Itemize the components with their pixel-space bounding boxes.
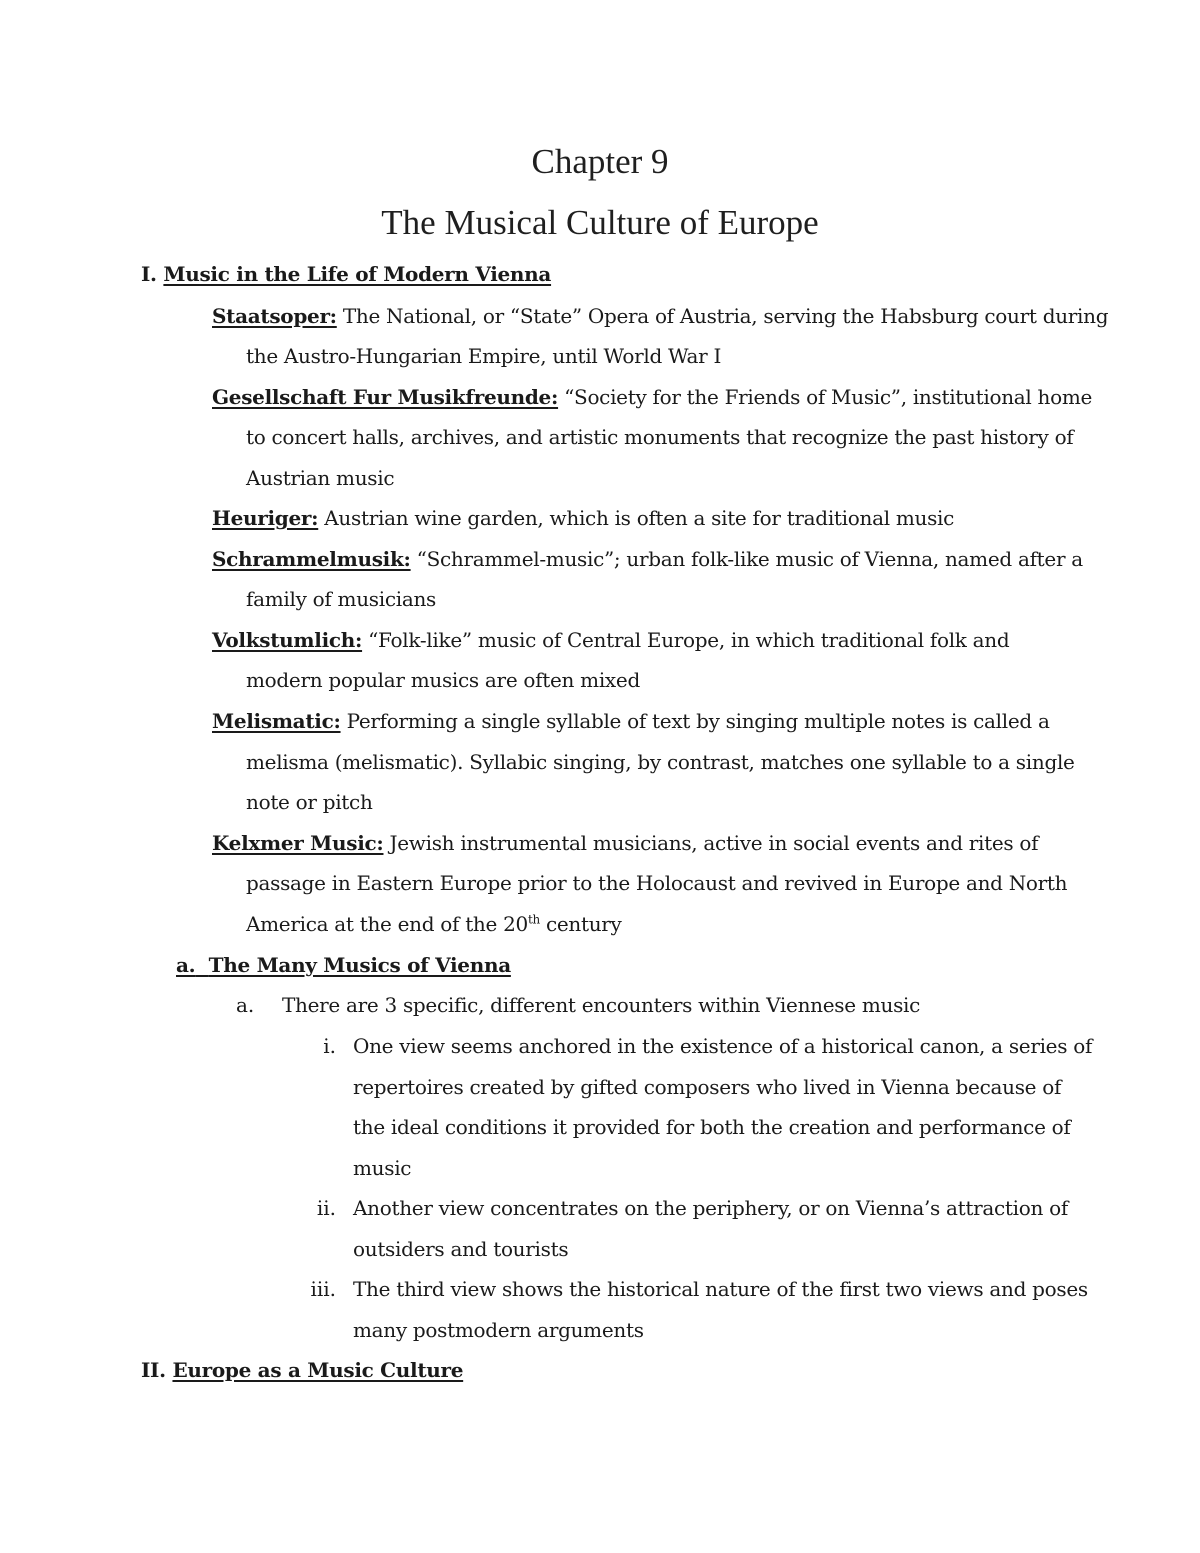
term-label: Staatsoper: [212, 304, 337, 328]
term-entry [212, 823, 1038, 863]
term-definition: “Schrammel-music”; urban folk-like music of Vienna, named after a [410, 547, 1083, 571]
term-entry [212, 539, 1083, 579]
list-marker: ii. [316, 1196, 336, 1220]
term-definition-continued: modern popular musics are often mixed [246, 668, 640, 692]
term-definition-continued: the Austro-Hungarian Empire, until World War I [246, 344, 722, 368]
list-item-text: the ideal conditions it provided for both the creation and performance of [353, 1115, 1071, 1139]
section-1-heading [141, 254, 551, 294]
list-marker: i. [323, 1034, 336, 1058]
term-definition-continued: family of musicians [246, 587, 437, 611]
term-definition-continued: note or pitch [246, 790, 373, 814]
term-definition: The National, or “State” Opera of Austria, serving the Habsburg court during [336, 304, 1109, 328]
term-label: Heuriger: [212, 506, 319, 530]
list-item-text: One view seems anchored in the existence of a historical canon, a series of [353, 1034, 1093, 1058]
term-definition-continued: melisma (melismatic). Syllabic singing, by contrast, matches one syllable to a single [246, 750, 1075, 774]
term-entry [212, 498, 954, 538]
term-entry [212, 701, 1050, 741]
term-label: Volkstumlich: [212, 628, 363, 652]
list-item-text: many postmodern arguments [353, 1318, 644, 1342]
chapter-subtitle: The Musical Culture of Europe [381, 203, 819, 242]
list-item-text: There are 3 specific, different encounters within Viennese music [282, 993, 921, 1017]
term-entry [212, 296, 1108, 336]
term-label: Kelxmer Music: [212, 831, 384, 855]
list-item-text: repertoires created by gifted composers who lived in Vienna because of [353, 1075, 1062, 1099]
list-item-text: The third view shows the historical nature of the first two views and poses [353, 1277, 1088, 1301]
section-2-title: Europe as a Music Culture [172, 1358, 464, 1382]
section-1-title: Music in the Life of Modern Vienna [163, 262, 552, 286]
term-definition-text: century [539, 912, 622, 936]
subsection-a-marker: a. [176, 953, 196, 977]
subsection-a-heading [176, 945, 511, 985]
term-label: Gesellschaft Fur Musikfreunde: [212, 385, 559, 409]
list-item-text: outsiders and tourists [353, 1237, 569, 1261]
term-definition-continued: Austrian music [246, 466, 395, 490]
term-label: Melismatic: [212, 709, 341, 733]
term-entry [212, 377, 1092, 417]
term-definition: “Society for the Friends of Music”, institutional home [558, 385, 1093, 409]
term-definition: Performing a single syllable of text by singing multiple notes is called a [340, 709, 1050, 733]
term-definition-continued [246, 904, 622, 944]
list-marker: a. [236, 993, 255, 1017]
chapter-title: Chapter 9 [531, 142, 669, 181]
section-2-heading [141, 1350, 463, 1390]
term-definition: Jewish instrumental musicians, active in social events and rites of [383, 831, 1039, 855]
term-definition-continued: to concert halls, archives, and artistic monuments that recognize the past history of [246, 425, 1074, 449]
term-definition: Austrian wine garden, which is often a site for traditional music [318, 506, 955, 530]
superscript: th [527, 912, 540, 927]
term-entry [212, 620, 1009, 660]
section-2-number: II. [141, 1358, 166, 1382]
subsection-a-title: The Many Musics of Vienna [208, 953, 511, 977]
list-item-text: music [353, 1156, 412, 1180]
term-label: Schrammelmusik: [212, 547, 411, 571]
term-definition: “Folk-like” music of Central Europe, in which traditional folk and [362, 628, 1010, 652]
term-definition-text: America at the end of the 20 [246, 912, 528, 936]
list-marker: iii. [310, 1277, 336, 1301]
section-1-number: I. [141, 262, 157, 286]
term-definition-continued: passage in Eastern Europe prior to the Holocaust and revived in Europe and North [246, 871, 1068, 895]
list-item-text: Another view concentrates on the periphery, or on Vienna’s attraction of [353, 1196, 1068, 1220]
